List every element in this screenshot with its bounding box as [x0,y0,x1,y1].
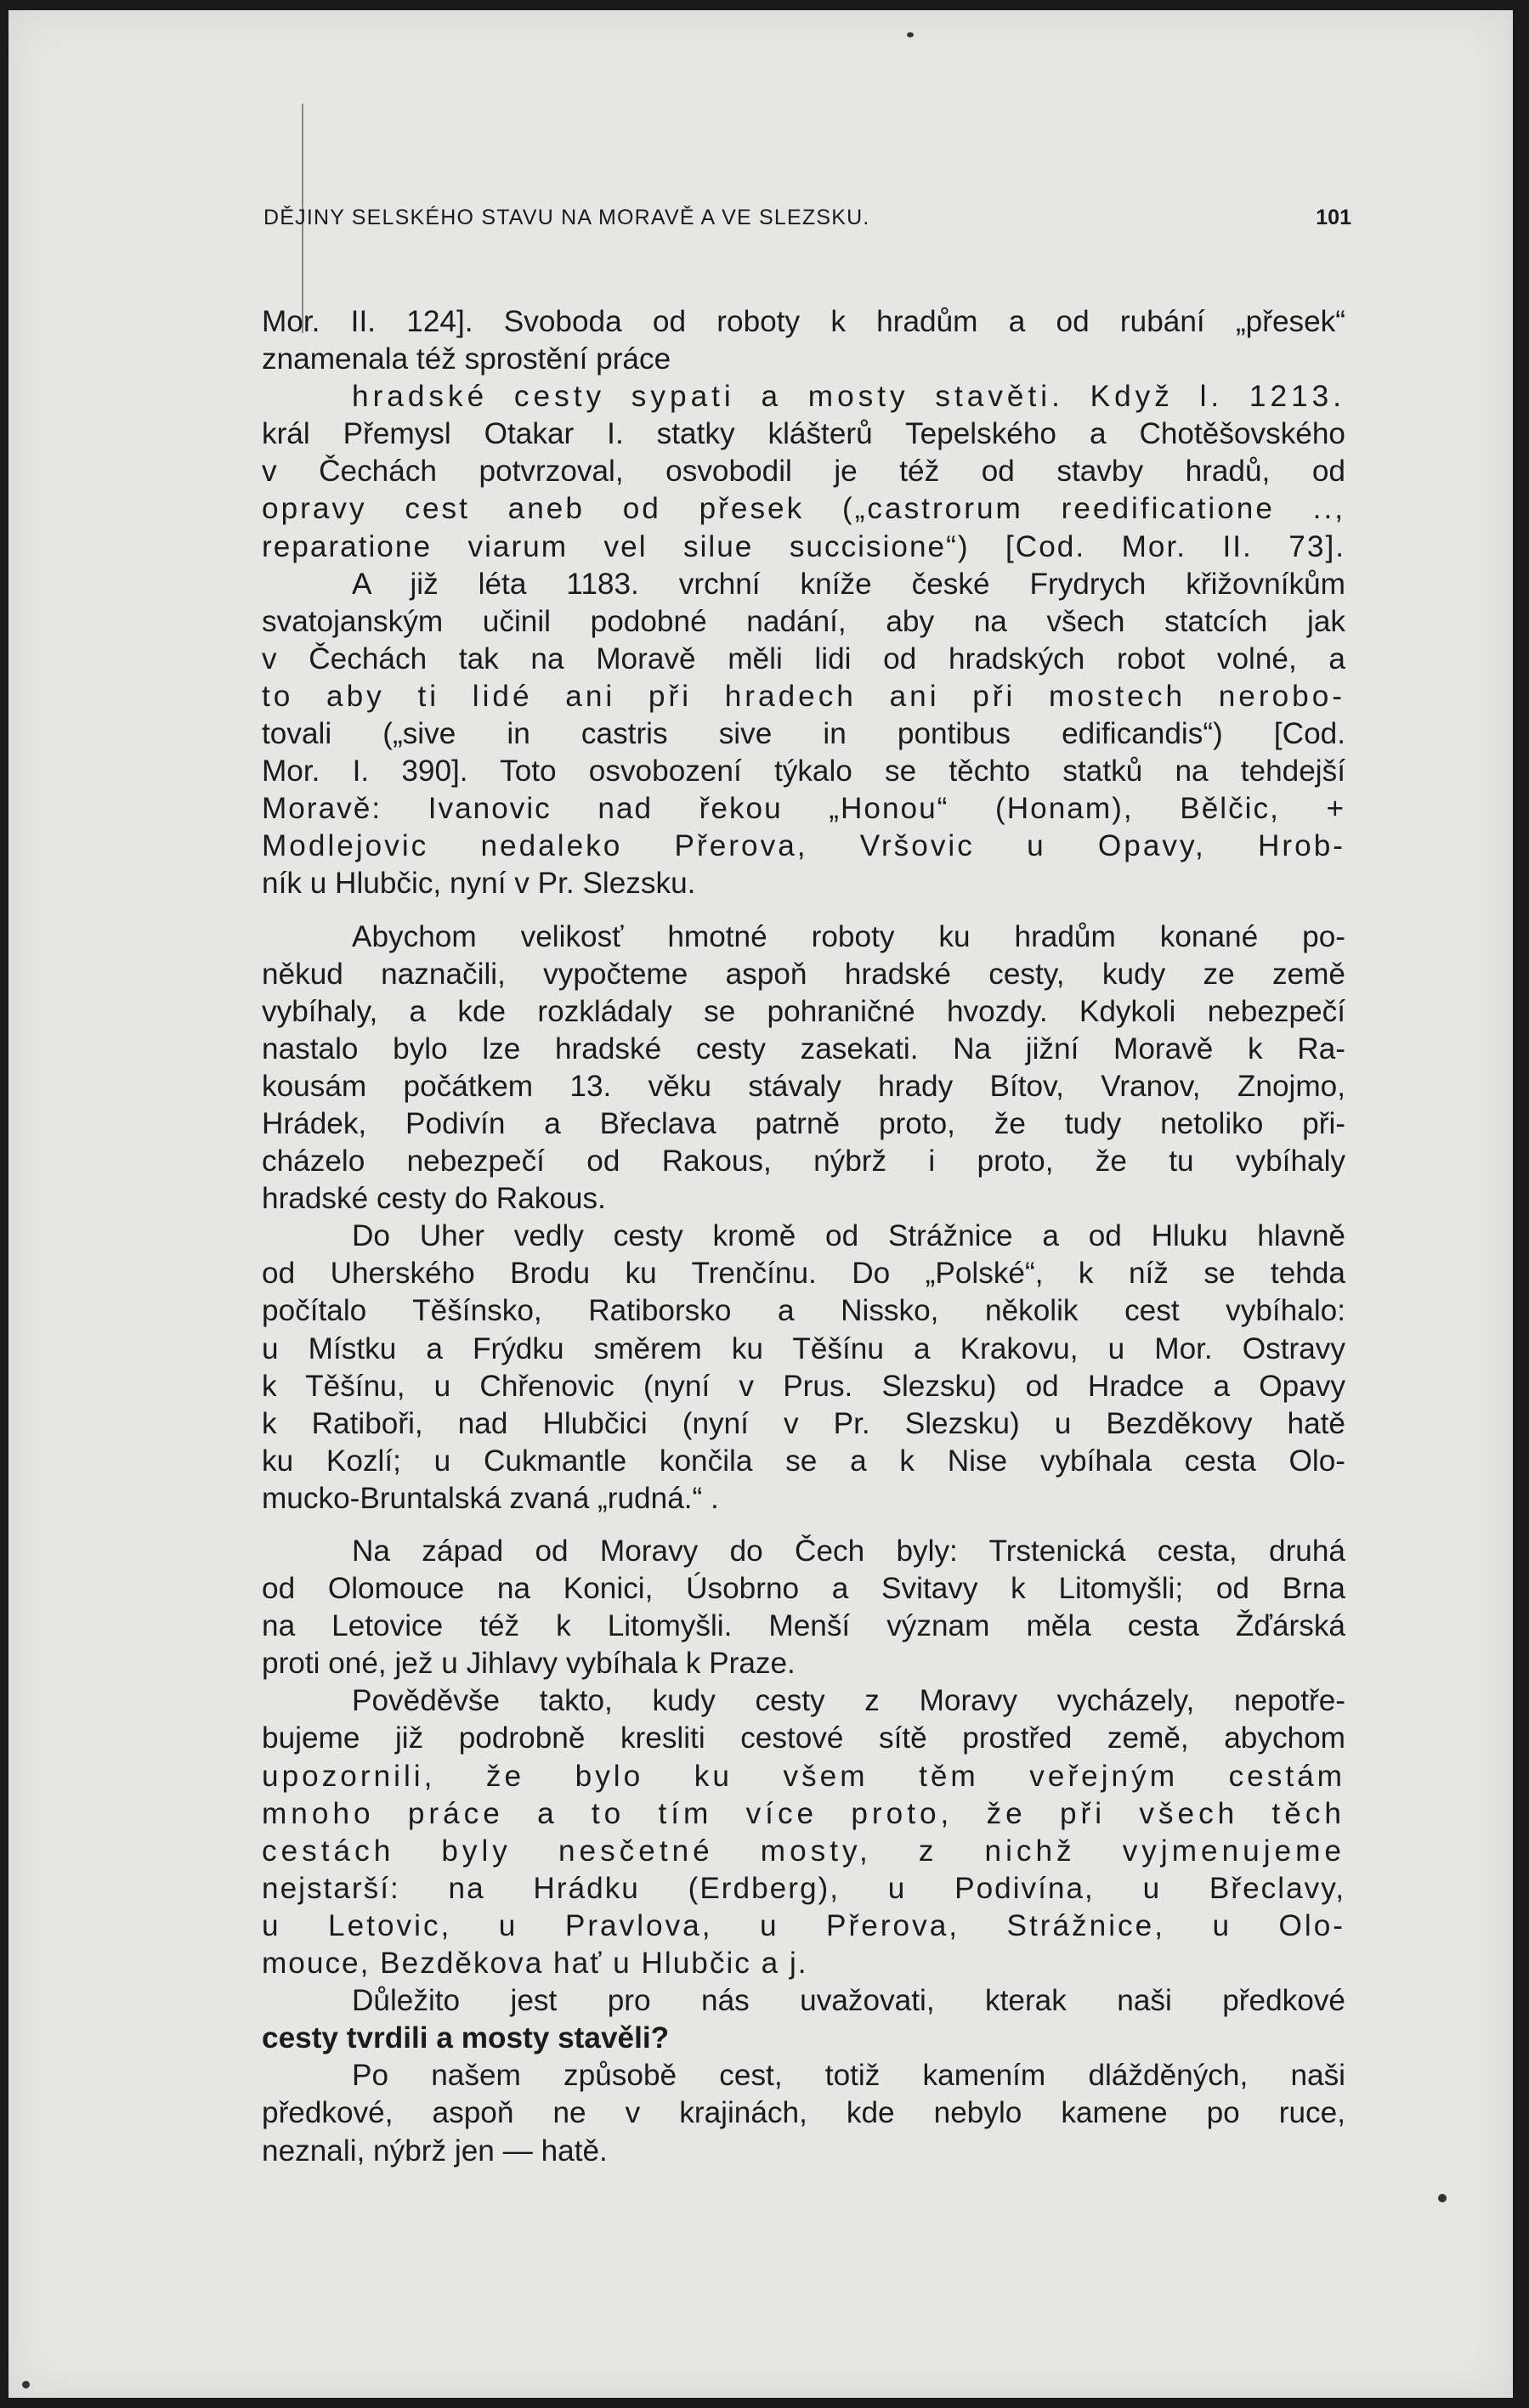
text-line: Do Uher vedly cesty kromě od Strážnice a od Hluku hlavně [352,1219,1345,1253]
text-line: proti oné, jež u Jihlavy vybíhala k Praze. [262,1647,796,1681]
text-line: na Letovice též k Litomyšli. Menší význam měla cesta Žďárská [262,1609,1345,1643]
text-line: cházelo nebezpečí od Rakous, nýbrž i proto, že tu vybíhaly [262,1145,1345,1179]
text-line: cestách byly nesčetné mosty, z nichž vyjmenujeme [262,1834,1345,1868]
page-number: 101 [1316,206,1351,229]
running-title: DĚJINY SELSKÉHO STAVU NA MORAVĚ A VE SLEZSKU. [263,206,870,229]
text-line: Moravě: Ivanovic nad řekou „Honou“ (Honam), Bělčic, + [262,792,1345,826]
text-line: ník u Hlubčic, nyní v Pr. Slezsku. [262,867,696,901]
text-line: u Místku a Frýdku směrem ku Těšínu a Krakovu, u Mor. Ostravy [262,1331,1345,1365]
text-line: počítalo Těšínsko, Ratiborsko a Nissko, několik cest vybíhalo: [262,1294,1345,1328]
text-line: mnoho práce a to tím více proto, že při všech těch [262,1796,1345,1830]
text-line: Na západ od Moravy do Čech byly: Trstenická cesta, druhá [352,1535,1345,1568]
body-text [262,303,1345,2170]
scan-speck [1438,2194,1447,2202]
text-line: Pověděvše takto, kudy cesty z Moravy vycházely, nepotře- [352,1684,1345,1718]
text-line: znamenala též sprostění práce [262,342,671,376]
text-line: vybíhaly, a kde rozkládaly se pohraničné hvozdy. Kdykoli nebezpečí [262,994,1345,1028]
text-line: Po našem způsobě cest, totiž kamením dlážděných, naši [352,2059,1345,2093]
text-line: nastalo bylo lze hradské cesty zasekati. Na jižní Moravě k Ra- [262,1032,1345,1066]
text-line: opravy cest aneb od přesek („castrorum reedificatione .., [262,492,1345,526]
text-line: kousám počátkem 13. věku stávaly hrady Bítov, Vranov, Znojmo, [262,1069,1345,1103]
text-line: Mor. I. 390]. Toto osvobození týkalo se těchto statků na tehdejší [262,755,1345,789]
text-line: nejstarší: na Hrádku (Erdberg), u Podivína, u Břeclavy, [262,1871,1345,1905]
scan-speck [907,32,914,37]
text-line: Mor. II. 124]. Svoboda od roboty k hradům a od rubání „přesek“ [262,305,1345,338]
text-line: Hrádek, Podivín a Břeclava patrně proto, že tudy netoliko při- [262,1106,1345,1140]
text-line: Abychom velikosť hmotné roboty ku hradům konané po- [352,919,1345,953]
text-line: neznali, nýbrž jen — hatě. [262,2134,608,2168]
text-line: hradské cesty sypati a mosty stavěti. Když l. 1213. [352,380,1345,414]
text-line: tovali („sive in castris sive in pontibus edificandis“) [Cod. [262,717,1345,751]
text-line: mouce, Bezděkova hať u Hlubčic a j. [262,1947,808,1981]
text-line-bold: cesty tvrdili a mosty stavěli? [262,2021,670,2055]
text-line: u Letovic, u Pravlova, u Přerova, Strážnice, u Olo- [262,1908,1345,1942]
text-line: od Olomouce na Konici, Úsobrno a Svitavy k Litomyšli; od Brna [262,1572,1345,1606]
running-header [263,206,1351,230]
text-line: A již léta 1183. vrchní kníže české Frydrych křižovníkům [352,567,1345,601]
book-page [8,10,1513,2398]
text-line: reparatione viarum vel silue succisione“) [Cod. Mor. II. 73]. [262,529,1345,563]
text-line: to aby ti lidé ani při hradech ani při mostech nerobo- [262,679,1345,713]
text-line: od Uherského Brodu ku Trenčínu. Do „Polské“, k níž se tehda [262,1257,1345,1291]
text-line: k Těšínu, u Chřenovic (nyní v Prus. Slezsku) od Hradce a Opavy [262,1369,1345,1403]
text-line: předkové, aspoň ne v krajinách, kde nebylo kamene po ruce, [262,2096,1345,2130]
text-line: upozornili, že bylo ku všem těm veřejným cestám [262,1759,1345,1793]
text-line: v Čechách tak na Moravě měli lidi od hradských robot volné, a [262,642,1345,675]
text-line: k Ratiboři, nad Hlubčici (nyní v Pr. Slezsku) u Bezděkovy hatě [262,1406,1345,1440]
text-line: král Přemysl Otakar I. statky klášterů Tepelského a Chotěšovského [262,417,1345,451]
text-line: ku Kozlí; u Cukmantle končila se a k Nise vybíhala cesta Olo- [262,1444,1345,1478]
text-line: bujeme již podrobně kresliti cestové sítě prostřed země, abychom [262,1721,1345,1755]
text-line: někud naznačili, vypočteme aspoň hradské cesty, kudy ze země [262,957,1345,991]
scan-speck [22,2381,30,2388]
text-line: Důležito jest pro nás uvažovati, kterak naši předkové [352,1984,1345,2018]
text-line: mucko-Bruntalská zvaná „rudná.“ . [262,1481,719,1515]
text-line: svatojanským učinil podobné nadání, aby na všech statcích jak [262,604,1345,638]
text-line: v Čechách potvrzoval, osvobodil je též od stavby hradů, od [262,455,1345,489]
text-line: Modlejovic nedaleko Přerova, Vršovic u Opavy, Hrob- [262,829,1345,863]
text-line: hradské cesty do Rakous. [262,1182,606,1216]
